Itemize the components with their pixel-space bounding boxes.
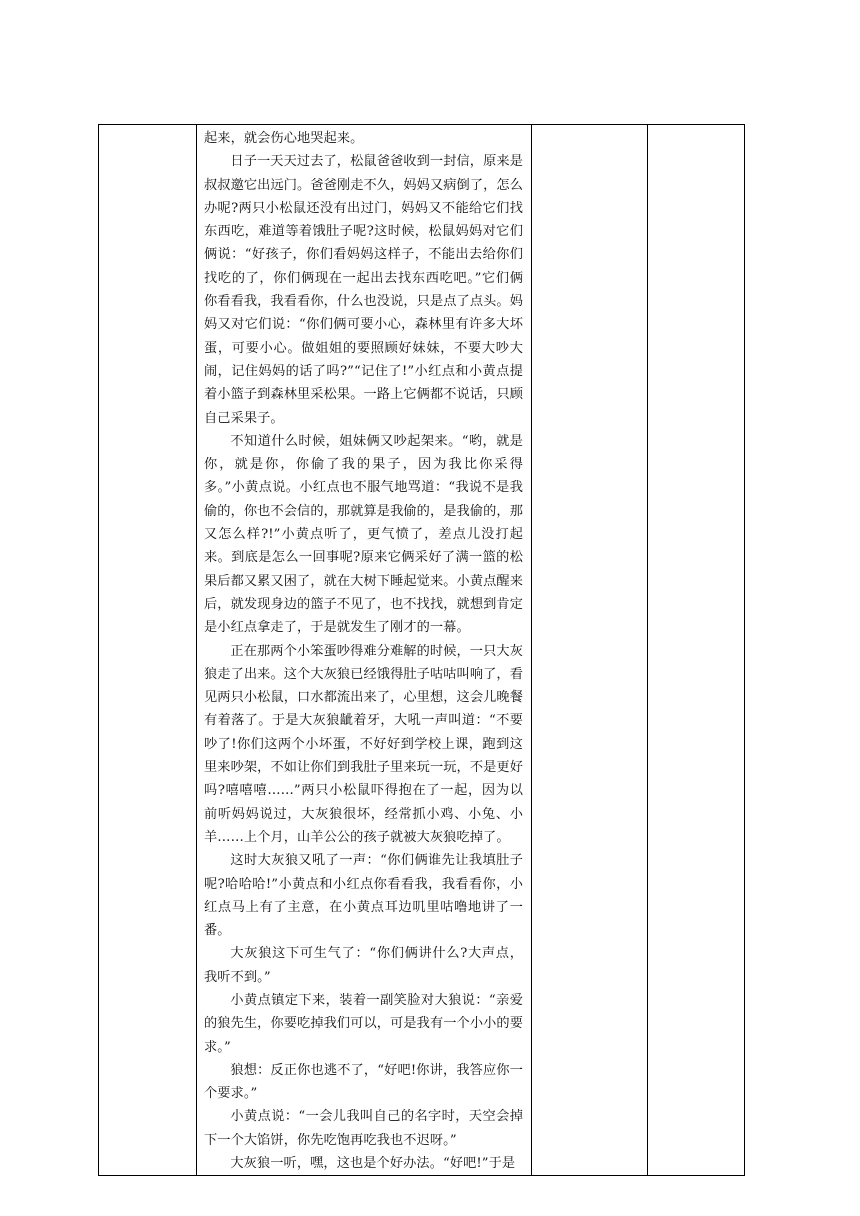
table-cell-notes [532, 125, 648, 1176]
table-row [99, 125, 745, 1176]
story-paragraph: 不知道什么时候，姐妹俩又吵起架来。“哟，就是你，就是你，你偷了我的果子，因为我比你采得多。”小黄点说。小红点也不服气地骂道：“我说不是我偷的，你也不会信的，那就算是我偷的，是我偷的，那又怎么样?!”小黄点听了，更气愤了，差点儿没打起来。到底是怎么一回事呢?原来它俩采好了满一篮的松果后都又累又困了，就在大树下睡起觉来。小黄点醒来后，就发现身边的篮子不见了，也不找找，就想到肯定是小红点拿走了，于是就发生了刚才的一幕。 [204, 433, 523, 636]
story-paragraph: 大灰狼这下可生气了：“你们俩讲什么?大声点，我听不到。” [204, 946, 523, 985]
story-paragraph: 这时大灰狼又吼了一声：“你们俩谁先让我填肚子呢?哈哈哈!”小黄点和小红点你看看我，我看看你，小红点马上有了主意，在小黄点耳边叽里咕噜地讲了一番。 [204, 853, 523, 939]
story-paragraph: 小黄点说：“一会儿我叫自己的名字时，天空会掉下一个大馅饼，你先吃饱再吃我也不迟呀。” [204, 1109, 523, 1148]
story-paragraph: 起来，就会伤心地哭起来。 [204, 131, 364, 146]
story-paragraph: 正在那两个小笨蛋吵得难分难解的时候，一只大灰狼走了出来。这个大灰狼已经饿得肚子咕咕叫响了，看见两只小松鼠，口水都流出来了，心里想，这会儿晚餐有着落了。于是大灰狼龇着牙，大吼一声叫道：“不要吵了!你们这两个小坏蛋，不好好到学校上课，跑到这里来吵架，不如让你们到我肚子里来玩一玩，不是更好吗?嘻嘻嘻……”两只小松鼠吓得抱在了一起，因为以前听妈妈说过，大灰狼很坏，经常抓小鸡、小兔、小羊……上个月，山羊公公的孩子就被大灰狼吃掉了。 [204, 643, 523, 845]
table-cell-right [648, 125, 745, 1176]
table-cell-left [99, 125, 197, 1176]
story-paragraph: 大灰狼一听，嘿，这也是个好办法。“好吧!”于是 [230, 1156, 516, 1172]
story-text [197, 125, 531, 1175]
story-paragraph: 小黄点镇定下来，装着一副笑脸对大狼说：“亲爱的狼先生，你要吃掉我们可以，可是我有一个小小的要求。” [204, 992, 523, 1055]
story-paragraph: 狼想：反正你也逃不了，“好吧!你讲，我答应你一个要求。” [204, 1062, 523, 1102]
story-paragraph: 日子一天天过去了，松鼠爸爸收到一封信，原来是叔叔邀它出远门。爸爸刚走不久，妈妈又病倒了，怎么办呢?两只小松鼠还没有出过门，妈妈又不能给它们找东西吃，难道等着饿肚子呢?这时候，松鼠妈妈对它们俩说：“好孩子，你们看妈妈这样子，不能出去给你们找吃的了，你们俩现在一起出去找东西吃吧。”它们俩你看看我，我看看你，什么也没说，只是点了点头。妈妈又对它们说：“你们俩可要小心，森林里有许多大坏蛋，可要小心。做姐姐的要照顾好妹妹，不要大吵大闹，记住妈妈的话了吗?”“记住了!”小红点和小黄点提着小篮子到森林里采松果。一路上它俩都不说话，只顾自己采果子。 [204, 154, 523, 426]
document-table [98, 124, 745, 1176]
table-cell-story [197, 125, 532, 1176]
